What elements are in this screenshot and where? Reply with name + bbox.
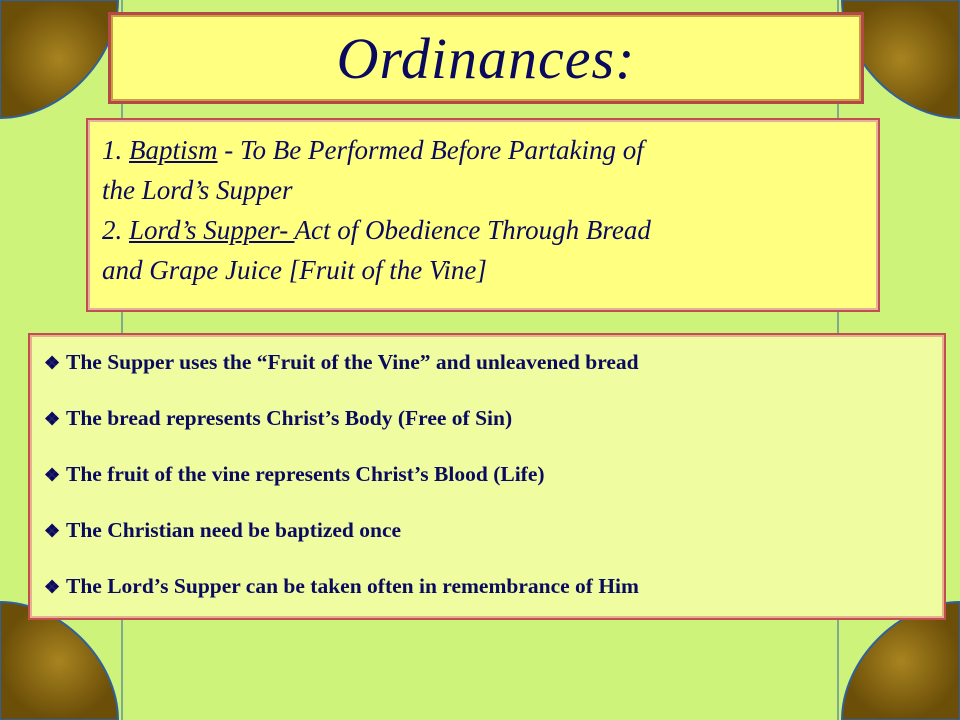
diamond-bullet-icon: ❖: [44, 465, 61, 485]
diamond-bullet-icon: ❖: [44, 521, 61, 541]
title-box: [108, 12, 864, 104]
ordinances-box: [86, 118, 880, 312]
list-item: [44, 570, 944, 626]
ordinance-1-term: Baptism: [129, 135, 218, 165]
ordinance-1-description: - To Be Performed Before Partaking of: [217, 135, 644, 165]
slide-title: Ordinances:: [336, 25, 636, 91]
ordinance-2-line: [102, 210, 866, 250]
diamond-bullet-icon: ❖: [44, 577, 61, 597]
list-item-text: The Supper uses the “Fruit of the Vine” and unleavened bread: [66, 350, 639, 374]
list-item-text: The Lord’s Supper can be taken often in remembrance of Him: [66, 574, 639, 598]
key-points-box: [28, 333, 946, 620]
ordinance-2-continuation: and Grape Juice [Fruit of the Vine]: [102, 255, 487, 285]
list-item: [44, 458, 944, 514]
ordinance-2-description: Act of Obedience Through Bread: [294, 215, 651, 245]
list-item-text: The bread represents Christ’s Body (Free of Sin): [66, 406, 513, 430]
ordinance-1-continuation: the Lord’s Supper: [102, 175, 293, 205]
ordinance-2-number: 2.: [102, 215, 129, 245]
diamond-bullet-icon: ❖: [44, 409, 61, 429]
diamond-bullet-icon: ❖: [44, 353, 61, 373]
ordinance-1-line: [102, 130, 866, 170]
ordinance-2-term: Lord’s Supper-: [129, 215, 295, 245]
list-item-text: The fruit of the vine represents Christ’s Blood (Life): [66, 462, 545, 486]
list-item: [44, 402, 944, 458]
list-item: [44, 514, 944, 570]
list-item: [44, 346, 944, 402]
ordinance-1-number: 1.: [102, 135, 129, 165]
list-item-text: The Christian need be baptized once: [66, 518, 402, 542]
